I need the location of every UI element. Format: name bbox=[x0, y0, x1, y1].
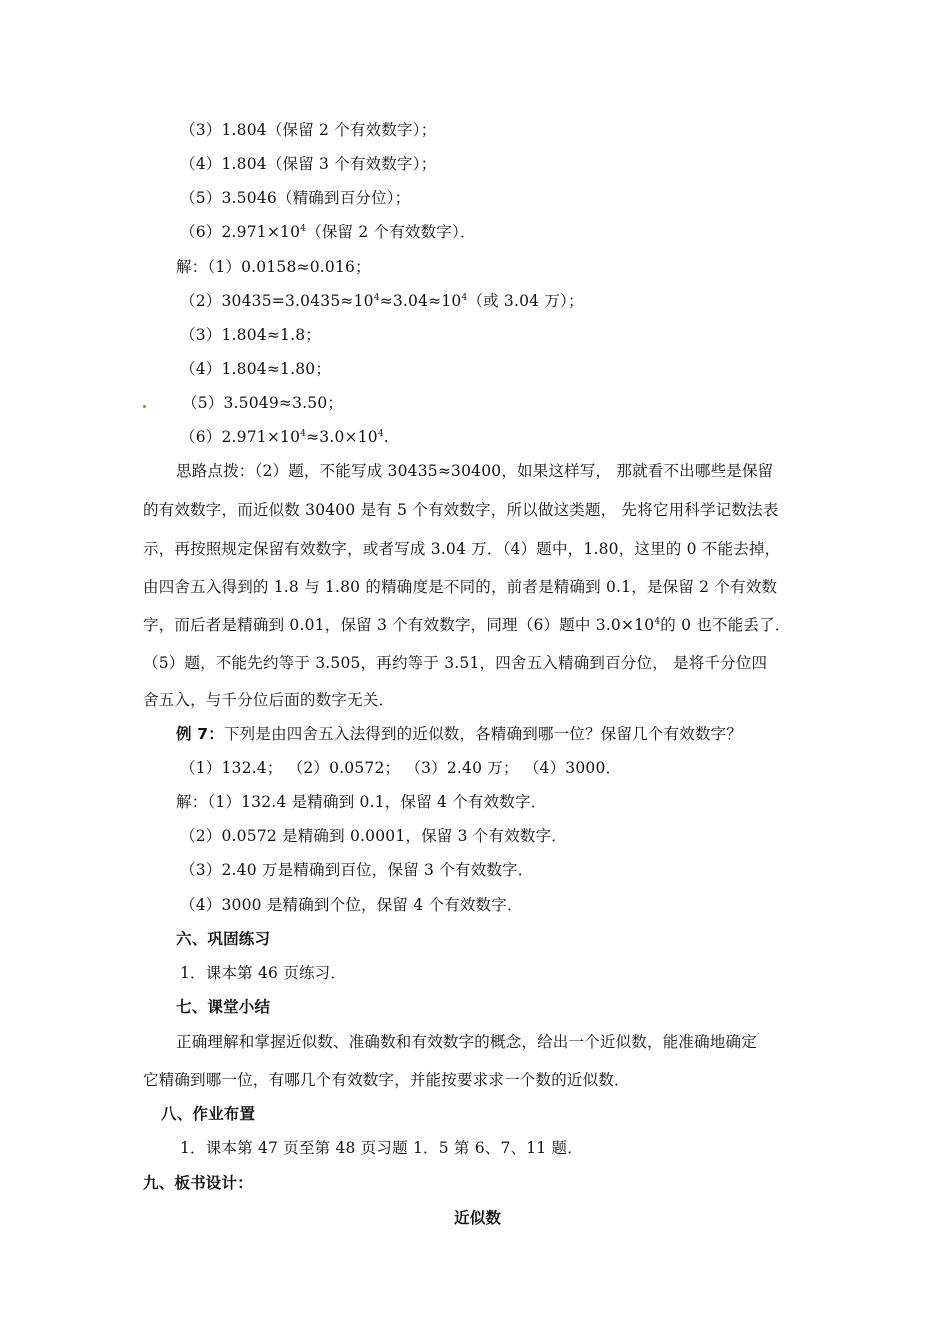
solution-2-part-c: （或 3.04 万）； bbox=[467, 292, 584, 310]
section-7-paragraph-line-1: 正确理解和掌握近似数、准确数和有效数字的概念，给出一个近似数，能准确地确定 bbox=[176, 1033, 757, 1051]
hint-line-5 bbox=[143, 615, 790, 635]
hint-line-3: 示，再按照规定保留有效数字，或者写成 3.04 万．（4）题中，1.80，这里的 0 不能去掉， bbox=[143, 540, 781, 558]
solution-6-exponent-1: 4 bbox=[300, 429, 307, 439]
example-7-label: 例 7： bbox=[176, 725, 224, 743]
solution-2-exponent-2: 4 bbox=[461, 293, 468, 303]
solution-2-exponent-1: 4 bbox=[373, 293, 380, 303]
solution-6-part-c: . bbox=[383, 428, 389, 446]
solution-4: （4）1.804≈1.80； bbox=[180, 360, 332, 378]
question-3: （3）1.804（保留 2 个有效数字）； bbox=[180, 121, 437, 139]
question-5: （5）3.5046（精确到百分位）； bbox=[180, 189, 411, 207]
example-7-answer-2: （2）0.0572 是精确到 0.0001，保留 3 个有效数字． bbox=[180, 827, 568, 845]
question-6 bbox=[180, 222, 476, 242]
solution-6-exponent-2: 4 bbox=[377, 429, 384, 439]
solution-1: 解：（1）0.0158≈0.016； bbox=[176, 258, 371, 276]
hint-line-7: 舍五入，与千分位后面的数字无关． bbox=[143, 691, 395, 709]
example-7-question bbox=[176, 724, 742, 744]
question-6-base: （6）2.971×10 bbox=[180, 223, 301, 241]
example-7-answer-1: 解：（1）132.4 是精确到 0.1，保留 4 个有效数字． bbox=[176, 793, 547, 811]
hint-line-5-exponent: 4 bbox=[654, 617, 661, 627]
section-6-item-1: 1．课本第 46 页练习． bbox=[180, 964, 347, 982]
question-6-tail: （保留 2 个有效数字）． bbox=[306, 223, 476, 241]
solution-6 bbox=[180, 427, 389, 447]
hint-line-5-part-b: 的 0 也不能丢了． bbox=[660, 616, 791, 634]
solution-3: （3）1.804≈1.8； bbox=[180, 326, 321, 344]
example-7-answer-3: （3）2.40 万是精确到百位，保留 3 个有效数字． bbox=[180, 861, 534, 879]
section-9-title: 九、板书设计： bbox=[143, 1174, 253, 1192]
solution-2 bbox=[180, 291, 584, 311]
solution-2-part-b: ≈3.04≈10 bbox=[379, 292, 462, 310]
solution-5: （5）3.5049≈3.50； bbox=[182, 394, 344, 412]
solution-6-part-b: ≈3.0×10 bbox=[306, 428, 378, 446]
section-7-title: 七、课堂小结 bbox=[176, 998, 271, 1016]
board-design-heading: 近似数 bbox=[454, 1209, 502, 1227]
example-7-answer-4: （4）3000 是精确到个位，保留 4 个有效数字． bbox=[180, 896, 523, 914]
example-7-text: 下列是由四舍五入法得到的近似数，各精确到哪一位？保留几个有效数字？ bbox=[223, 725, 743, 743]
stray-mark bbox=[143, 405, 146, 408]
section-8-item-1: 1．课本第 47 页至第 48 页习题 1．5 第 6、7、11 题． bbox=[180, 1139, 583, 1157]
hint-line-1: 思路点拨：（2）题，不能写成 30435≈30400，如果这样写， 那就看不出哪些是保留 bbox=[176, 462, 774, 480]
solution-2-part-a: （2）30435=3.0435≈10 bbox=[180, 292, 374, 310]
section-6-title: 六、巩固练习 bbox=[176, 930, 271, 948]
hint-line-5-part-a: 字，而后者是精确到 0.01，保留 3 个有效数字，同理（6）题中 3.0×10 bbox=[143, 616, 655, 634]
question-6-exponent: 4 bbox=[300, 224, 307, 234]
hint-line-2: 的有效数字，而近似数 30400 是有 5 个有效数字，所以做这类题， 先将它用科学记数法表 bbox=[143, 501, 779, 519]
question-4: （4）1.804（保留 3 个有效数字）； bbox=[180, 155, 437, 173]
section-8-title: 八、作业布置 bbox=[161, 1105, 256, 1123]
example-7-items: （1）132.4； （2）0.0572； （3）2.40 万； （4）3000． bbox=[180, 759, 622, 777]
hint-line-4: 由四舍五入得到的 1.8 与 1.80 的精确度是不同的，前者是精确到 0.1，是保留 2 个有效数 bbox=[143, 578, 778, 596]
hint-line-6: （5）题，不能先约等于 3.505，再约等于 3.51，四舍五入精确到百分位， 是将千分位四 bbox=[143, 654, 768, 672]
section-7-paragraph-line-2: 它精确到哪一位，有哪几个有效数字，并能按要求求一个数的近似数． bbox=[143, 1071, 630, 1089]
solution-6-part-a: （6）2.971×10 bbox=[180, 428, 301, 446]
